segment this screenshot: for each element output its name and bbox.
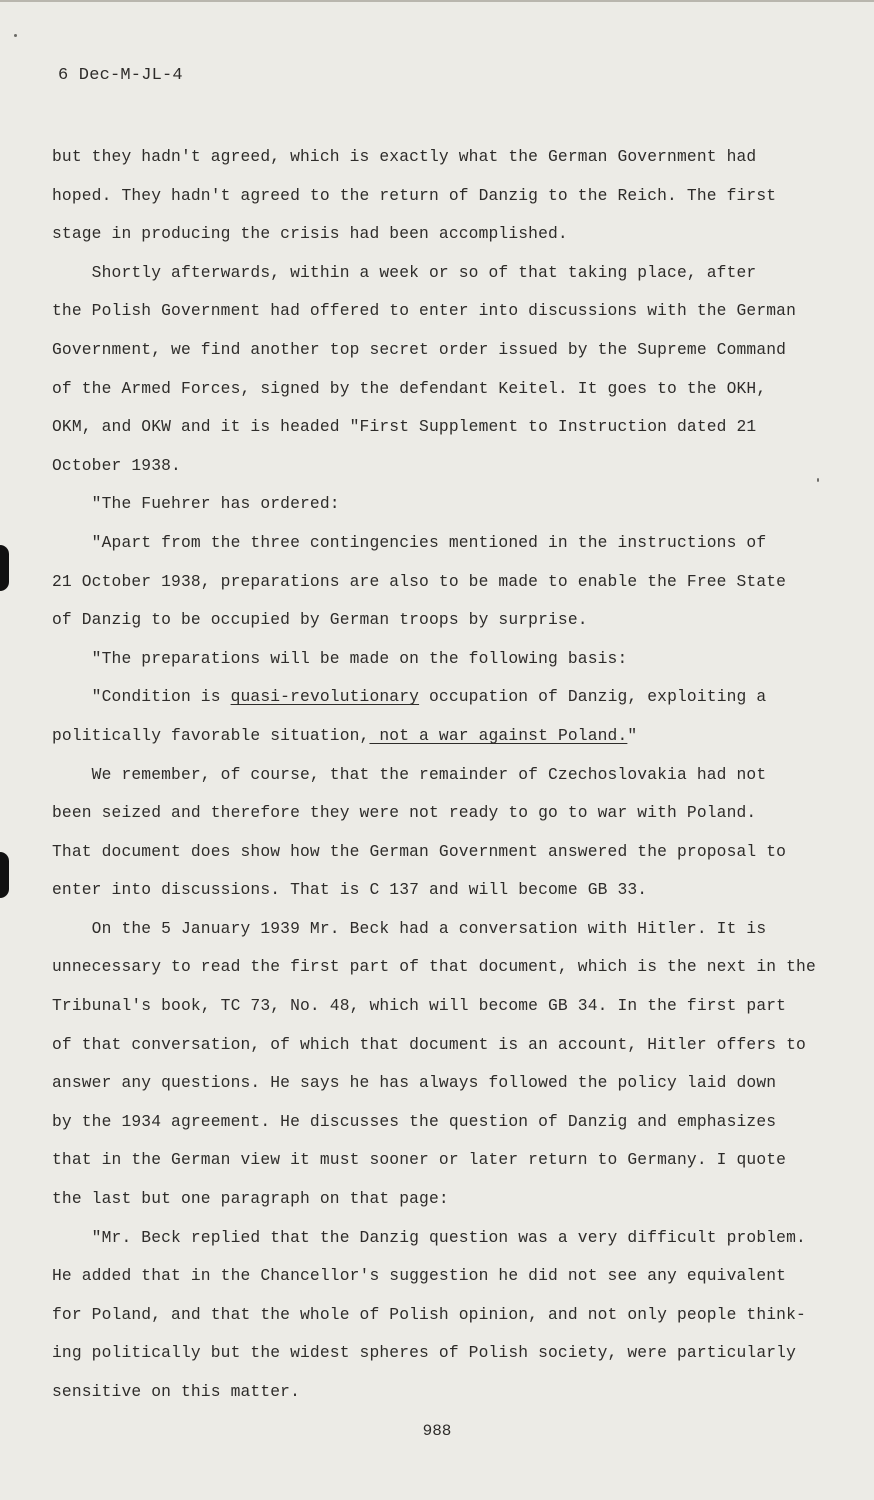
text-line: of that conversation, of which that document is an account, Hitler offers to <box>52 1034 806 1054</box>
text-line: but they hadn't agreed, which is exactly what the German Government had <box>52 147 757 166</box>
text-line: the last but one paragraph on that page: <box>52 1189 449 1209</box>
text-line: for Poland, and that the whole of Polish opinion, and not only people think- <box>52 1304 806 1324</box>
page-top-edge <box>0 0 874 2</box>
text-line: Shortly afterwards, within a week or so of that taking place, after <box>52 262 757 282</box>
text-line: That document does show how the German Government answered the proposal to <box>52 841 787 861</box>
text-line: unnecessary to read the first part of that document, which is the next in the <box>52 957 816 977</box>
text-line: October 1938. <box>52 455 181 475</box>
text-line: "The Fuehrer has ordered: <box>52 494 340 514</box>
text-line: that in the German view it must sooner or later return to Germany. I quote <box>52 1150 787 1170</box>
text-line: answer any questions. He says he has always followed the policy laid down <box>52 1073 777 1093</box>
text-line <box>52 678 812 717</box>
text-line: On the 5 January 1939 Mr. Beck had a conversation with Hitler. It is <box>52 918 767 938</box>
text-line: the Polish Government had offered to enter into discussions with the German <box>52 301 797 321</box>
text-segment: " <box>627 725 638 745</box>
text-line: hoped. They hadn't agreed to the return of Danzig to the Reich. The first <box>52 185 777 205</box>
text-line: 21 October 1938, preparations are also to be made to enable the Free State <box>52 571 787 591</box>
text-line: "The preparations will be made on the following basis: <box>52 648 628 668</box>
binder-hole <box>0 852 9 898</box>
transcript-body <box>52 138 816 1412</box>
text-line: We remember, of course, that the remainder of Czechoslovakia had not <box>52 764 767 784</box>
text-segment: occupation of Danzig, exploiting a <box>419 687 767 707</box>
text-line: of Danzig to be occupied by German troops by surprise. <box>52 610 588 630</box>
text-line: stage in producing the crisis had been accomplished. <box>52 224 568 244</box>
text-line: He added that in the Chancellor's suggestion he did not see any equivalent <box>52 1266 787 1286</box>
page-number: 988 <box>422 1422 452 1440</box>
text-line: "Apart from the three contingencies mentioned in the instructions of <box>52 532 767 552</box>
text-line: Government, we find another top secret order issued by the Supreme Command <box>52 339 787 359</box>
binder-hole <box>0 545 9 591</box>
paper-speck <box>14 34 17 37</box>
text-line: sensitive on this matter. <box>52 1382 301 1401</box>
text-line: OKM, and OKW and it is headed "First Supplement to Instruction dated 21 <box>52 417 757 437</box>
text-segment: "Condition is <box>52 687 231 707</box>
text-line: of the Armed Forces, signed by the defendant Keitel. It goes to the OKH, <box>52 378 767 398</box>
text-line <box>52 717 812 756</box>
underlined-phrase: quasi-revolutionary <box>230 687 420 707</box>
text-line: enter into discussions. That is C 137 and will become GB 33. <box>52 880 648 900</box>
document-reference: 6 Dec-M-JL-4 <box>58 66 183 85</box>
text-line: "Mr. Beck replied that the Danzig question was a very difficult problem. <box>52 1227 806 1247</box>
text-line: Tribunal's book, TC 73, No. 48, which will become GB 34. In the first part <box>52 996 787 1016</box>
text-line: been seized and therefore they were not ready to go to war with Poland. <box>52 803 757 823</box>
text-line: ing politically but the widest spheres of Polish society, were particularly <box>52 1343 797 1363</box>
text-line: by the 1934 agreement. He discusses the question of Danzig and emphasizes <box>52 1111 777 1131</box>
underlined-phrase: not a war against Poland. <box>369 725 628 745</box>
paper-speck <box>817 478 819 482</box>
text-segment: politically favorable situation, <box>52 725 370 745</box>
